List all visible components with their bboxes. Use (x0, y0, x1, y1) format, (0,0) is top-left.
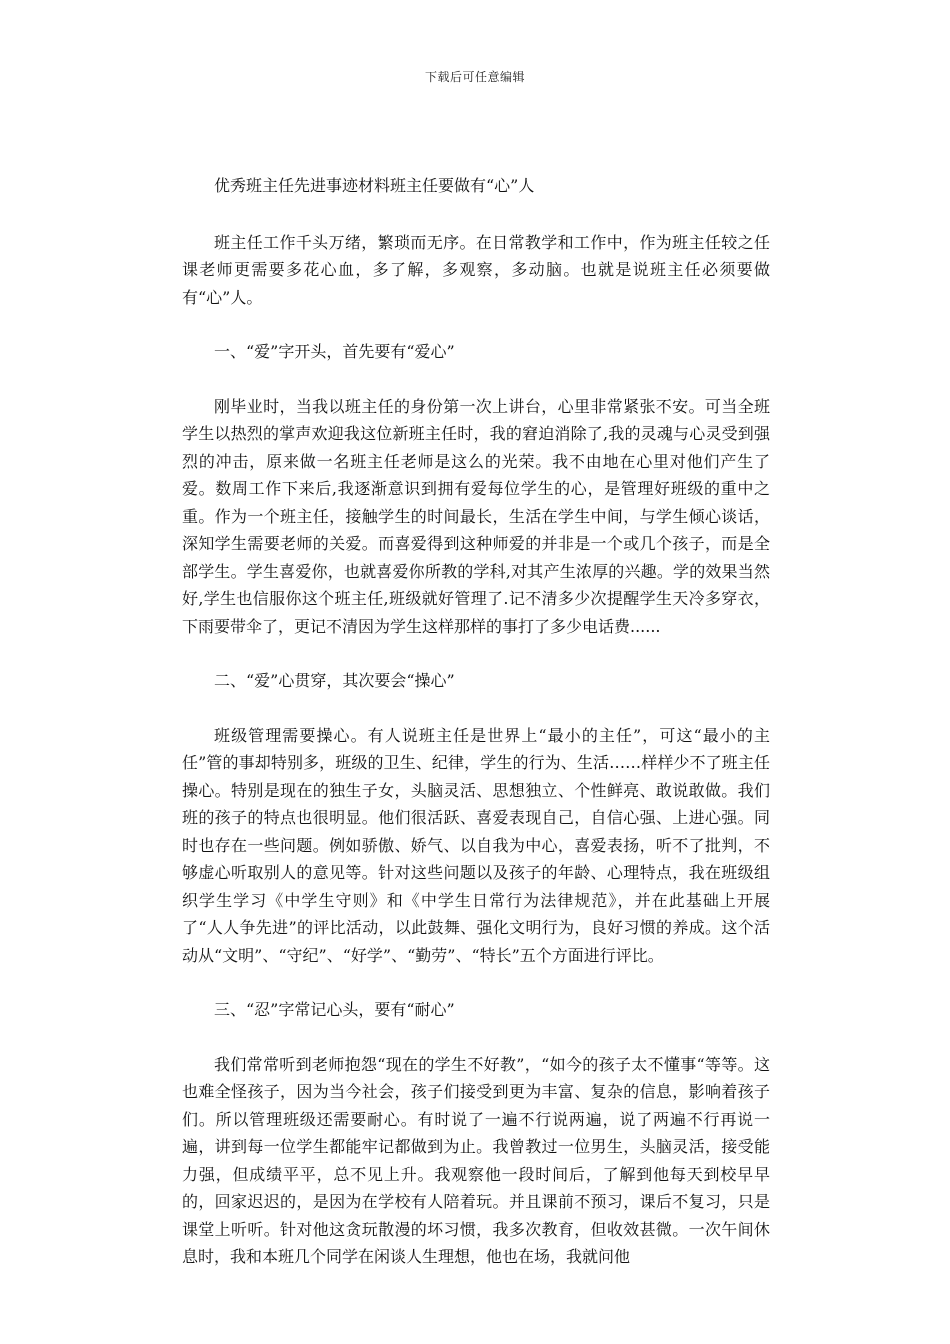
section-body-care: 班级管理需要操心。有人说班主任是世界上“最小的主任”，可这“最小的主任”管的事却特别多，班级的卫生、纪律，学生的行为、生活……样样少不了班主任操心。特别是现在的独生子女，头脑灵活、思想独立、个性鲜亮、敢说敢做。我们班的孩子的特点也很明显。他们很活跃、喜爱表现自己，自信心强、上进心强。同时也存在一些问题。例如骄傲、娇气、以自我为中心，喜爱表扬，听不了批判，不够虚心听取别人的意见等。针对这些问题以及孩子的年龄、心理特点，我在班级组织学生学习《中学生守则》和《中学生日常行为法律规范》，并在此基础上开展了“人人争先进”的评比活动，以此鼓舞、强化文明行为，良好习惯的养成。这个活动从“文明”、“守纪”、“好学”、“勤劳”、“特长”五个方面进行评比。 (182, 725, 770, 965)
intro-paragraph: 班主任工作千头万绪，繁琐而无序。在日常教学和工作中，作为班主任较之任课老师更需要多花心血，多了解，多观察，多动脑。也就是说班主任必须要做有“心”人。 (182, 232, 770, 307)
section-body-patience: 我们常常听到老师抱怨“现在的学生不好教”，“如今的孩子太不懂事“等等。这也难全怪孩子，因为当今社会，孩子们接受到更为丰富、复杂的信息，影响着孩子们。所以管理班级还需要耐心。有时说了一遍不行说两遍，说了两遍不行再说一遍，讲到每一位学生都能牢记都做到为止。我曾教过一位男生，头脑灵活，接受能力强，但成绩平平，总不见上升。我观察他一段时间后，了解到他每天到校早早的，回家迟迟的，是因为在学校有人陪着玩。并且课前不预习，课后不复习，只是课堂上听听。针对他这贪玩散漫的坏习惯，我多次教育，但收效甚微。一次午间休息时，我和本班几个同学在闲谈人生理想，他也在场，我就问他 (182, 1054, 770, 1266)
section-heading-care: 二、“爱”心贯穿，其次要会“操心” (214, 671, 455, 690)
document-body (182, 172, 770, 1271)
document-title: 优秀班主任先进事迹材料班主任要做有“心”人 (214, 176, 535, 195)
page-header: 下载后可任意编辑 (424, 70, 525, 84)
section-heading-love: 一、“爱”字开头，首先要有“爱心” (214, 342, 455, 361)
section-body-love: 刚毕业时，当我以班主任的身份第一次上讲台，心里非常紧张不安。可当全班学生以热烈的掌声欢迎我这位新班主任时，我的窘迫消除了,我的灵魂与心灵受到强烈的冲击，原来做一名班主任老师是这么的光荣。我不由地在心里对他们产生了爱。数周工作下来后,我逐渐意识到拥有爱每位学生的心，是管理好班级的重中之重。作为一个班主任，接触学生的时间最长，生活在学生中间，与学生倾心谈话，深知学生需要老师的关爱。而喜爱得到这种师爱的并非是一个或几个孩子，而是全部学生。学生喜爱你，也就喜爱你所教的学科,对其产生浓厚的兴趣。学的效果当然好,学生也信服你这个班主任,班级就好管理了.记不清多少次提醒学生天冷多穿衣，下雨要带伞了，更记不清因为学生这样那样的事打了多少电话费...... (182, 396, 770, 636)
section-heading-patience: 三、“忍”字常记心头，要有“耐心” (214, 1000, 455, 1019)
